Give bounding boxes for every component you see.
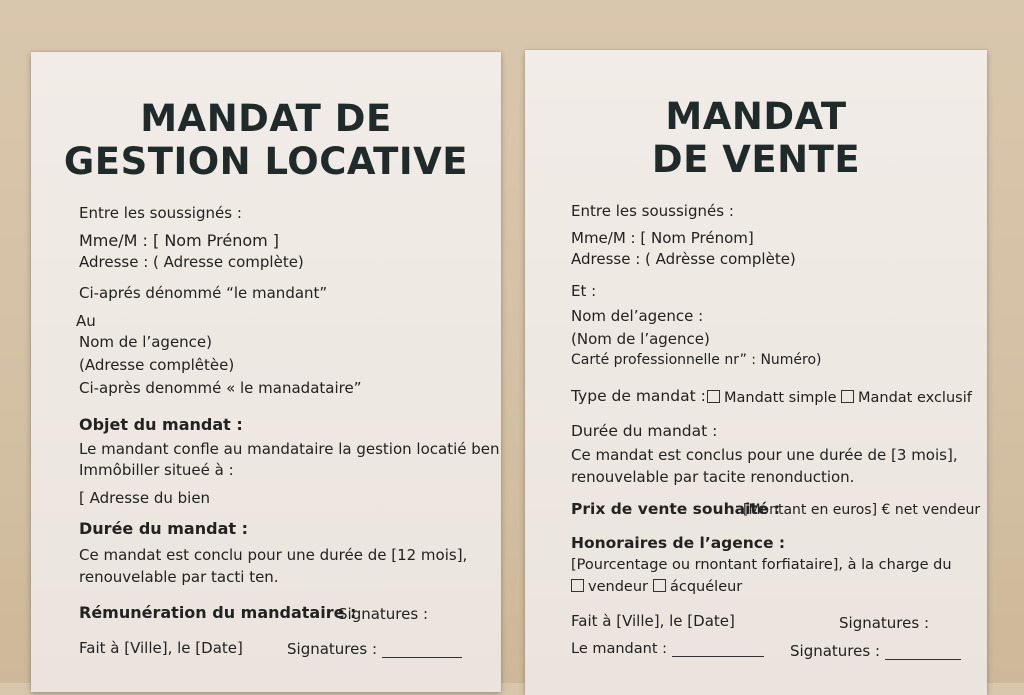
intro-text: Entre les soussignés : bbox=[79, 204, 242, 222]
title-line-1: MANDAT bbox=[665, 95, 847, 138]
document-title bbox=[31, 98, 501, 183]
mandant-designation: Ci-aprés dénommé “le mandant” bbox=[79, 284, 328, 302]
mandant-signature-field[interactable] bbox=[571, 641, 764, 657]
signatures-field[interactable] bbox=[287, 640, 462, 658]
agency-address: (Adresse complêtèe) bbox=[79, 356, 235, 374]
et-label: Et : bbox=[571, 282, 597, 300]
mandant-address: Adresse : ( Adresse complète) bbox=[79, 253, 304, 271]
mandant-name: Mme/M : [ Nom Prénom] bbox=[571, 229, 754, 247]
duration-text-1: Ce mandat est conclu pour une durée de [12 mois], bbox=[79, 546, 468, 564]
property-address: [ Adresse du bien bbox=[79, 489, 211, 507]
place-date: Fait à [Ville], le [Date] bbox=[79, 639, 243, 657]
duration-heading: Durée du mandat : bbox=[79, 519, 248, 538]
mandataire-designation: Ci-après denommé « le manadataire” bbox=[79, 379, 362, 397]
duration-text-1: Ce mandat est conclus pour une durée de [3 mois], bbox=[571, 446, 958, 464]
title-line-2: DE VENTE bbox=[651, 137, 861, 181]
title-line-2: GESTION LOCATIVE bbox=[63, 139, 469, 183]
mandant-label: Le mandant : bbox=[571, 641, 668, 657]
price-value: [Montant en euros] € net vendeur bbox=[743, 502, 981, 518]
mandant-signature-line[interactable] bbox=[672, 656, 764, 657]
fees-text: [Pourcentage ou rnontant forfiataire], à la charge du bbox=[571, 557, 952, 573]
price-label: Prix de vente souhaité : bbox=[571, 500, 780, 518]
object-text-2: Immôbiller situeé à : bbox=[79, 461, 234, 479]
option-simple-label: Mandatt simple bbox=[724, 390, 837, 406]
checkbox-simple[interactable] bbox=[707, 390, 720, 403]
agency-name: Nom del’agence : bbox=[571, 307, 704, 325]
option-buyer-label: ácquéleur bbox=[670, 579, 743, 595]
mandate-type-label: Type de mandat : bbox=[571, 387, 706, 405]
mandant-name: Mme/M : [ Nom Prénom ] bbox=[79, 231, 280, 250]
signatures-label: Signatures : bbox=[839, 614, 929, 632]
signatures-label: Signatures : bbox=[338, 605, 428, 623]
object-heading: Objet du mandat : bbox=[79, 415, 243, 434]
duration-text-2: renouvelable par tacti ten. bbox=[79, 568, 279, 586]
mandat-vente-document bbox=[525, 50, 987, 695]
au-label: Au bbox=[76, 312, 96, 330]
signatures-label-2: Signatures : bbox=[790, 642, 880, 660]
object-text-1: Le mandant confle au mandataire la gestion locatié ben bbox=[79, 440, 500, 458]
gestion-locative-document bbox=[31, 52, 501, 692]
place-date: Fait à [Ville], le [Date] bbox=[571, 612, 735, 630]
signature-line[interactable] bbox=[382, 657, 462, 658]
signatures-field[interactable] bbox=[790, 642, 961, 660]
option-simple[interactable] bbox=[707, 390, 837, 406]
intro-text: Entre les soussignés : bbox=[571, 202, 734, 220]
duration-heading: Durée du mandat : bbox=[571, 422, 718, 440]
title-line-1: MANDAT DE bbox=[140, 97, 392, 140]
checkbox-seller[interactable] bbox=[571, 579, 584, 592]
document-title bbox=[525, 96, 987, 181]
option-buyer[interactable] bbox=[653, 579, 742, 595]
duration-text-2: renouvelable par tacite renonduction. bbox=[571, 468, 855, 486]
agency-name: Nom de l’agence) bbox=[79, 333, 213, 351]
remuneration-heading: Rémunération du mandataire : bbox=[79, 603, 357, 622]
checkbox-exclusive[interactable] bbox=[841, 390, 854, 403]
option-seller[interactable] bbox=[571, 579, 648, 595]
signature-line[interactable] bbox=[885, 659, 961, 660]
fees-heading: Honoraires de l’agence : bbox=[571, 534, 786, 552]
option-exclusive[interactable] bbox=[841, 390, 972, 406]
mandant-address: Adresse : ( Adrèsse complète) bbox=[571, 250, 796, 268]
agency-name-2: (Nom de l’agence) bbox=[571, 330, 710, 348]
checkbox-buyer[interactable] bbox=[653, 579, 666, 592]
professional-card: Carté professionnelle nr” : Numéro) bbox=[571, 352, 822, 368]
option-seller-label: vendeur bbox=[588, 579, 648, 595]
signatures-label-2: Signatures : bbox=[287, 640, 377, 658]
option-exclusive-label: Mandat exclusif bbox=[858, 390, 972, 406]
